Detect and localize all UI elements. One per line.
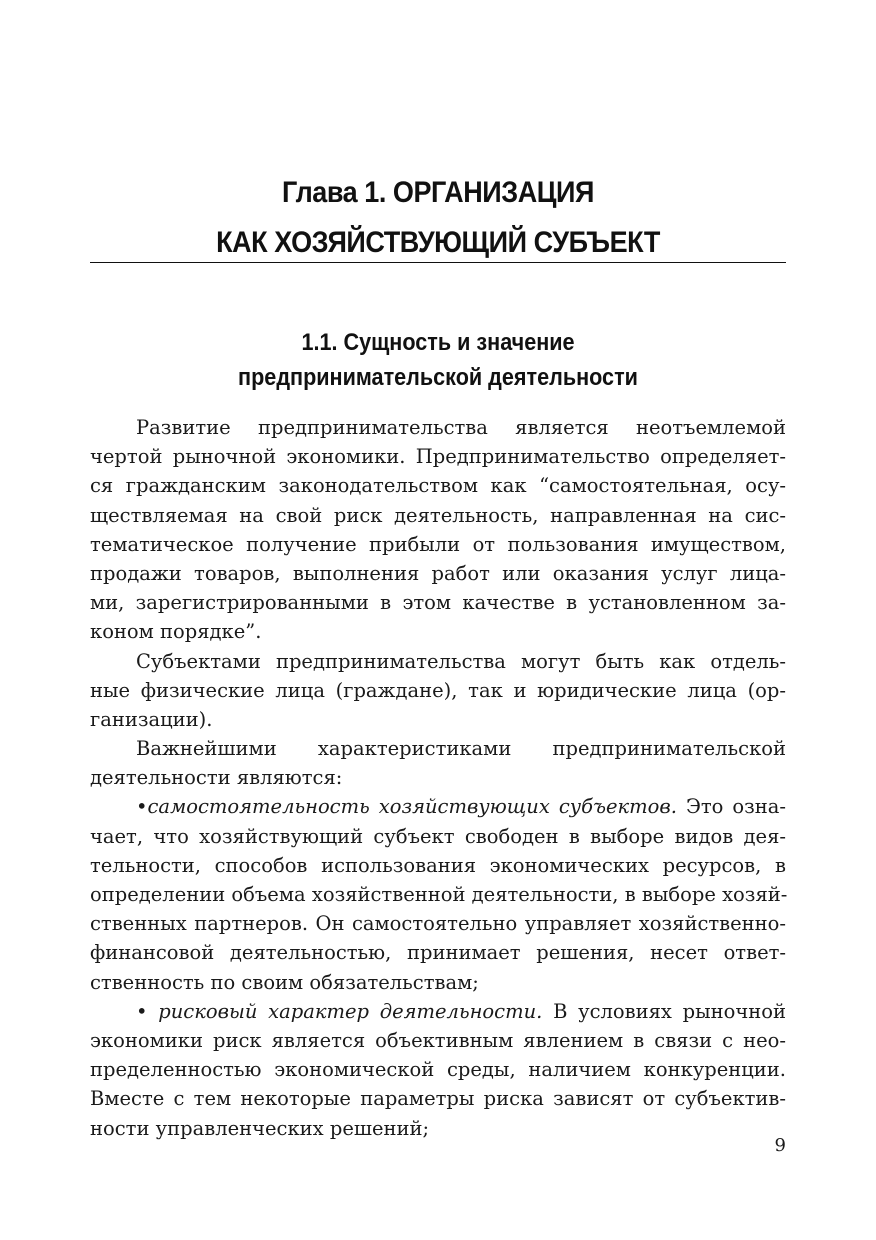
text-line: Субъектами предпринимательства могут быть как отдель- <box>136 649 786 673</box>
section-title-line-1: 1.1. Сущность и значение <box>301 329 575 356</box>
bullet-text: Это озна- <box>676 795 787 819</box>
text-line: Вместе с тем некоторые параметры риска зависят от субъектив- <box>90 1087 786 1111</box>
text-line: ные физические лица (граждане), так и юридические лица (ор- <box>90 678 786 702</box>
bullet-icon: • <box>136 999 148 1023</box>
page-number: 9 <box>774 1135 786 1156</box>
text-line: Важнейшими характеристиками предпринимательской <box>136 737 786 761</box>
chapter-title <box>125 168 751 268</box>
chapter-title-line-1: Глава 1. ОРГАНИЗАЦИЯ <box>282 176 594 209</box>
text-line: тельности, способов использования экономических ресурсов, в <box>90 853 786 877</box>
text-line: ственность по своим обязательствам; <box>90 970 479 994</box>
text-line: ности управленческих решений; <box>90 1116 430 1140</box>
bullet-icon: • <box>136 795 148 819</box>
bullet-text: В условиях рыночной <box>542 999 786 1023</box>
text-line: экономики риск является объективным явлением в связи с нео- <box>90 1028 786 1052</box>
bullet-item-risk <box>90 997 786 1026</box>
text-line: коном порядке”. <box>90 620 262 644</box>
text-line: ми, зарегистрированными в этом качестве в установленном за- <box>90 591 786 615</box>
text-line: продажи товаров, выполнения работ или оказания услуг лица- <box>90 561 786 585</box>
text-line: тематическое получение прибыли от пользования имуществом, <box>90 532 786 556</box>
text-line: финансовой деятельностью, принимает решения, несет ответ- <box>90 941 786 965</box>
bullet-term: самостоятельность хозяйствующих субъектов. <box>147 795 677 819</box>
bullet-term: рисковый характер деятельности. <box>158 999 543 1023</box>
text-line: ся гражданским законодательством как “самостоятельная, осу- <box>90 474 786 498</box>
text-line: ганизации). <box>90 707 213 731</box>
text-line: определении объема хозяйственной деятельности, в выборе хозяй- <box>90 883 788 906</box>
chapter-title-line-2: КАК ХОЗЯЙСТВУЮЩИЙ СУБЪЕКТ <box>216 226 660 259</box>
section-title-line-2: предпринимательской деятельности <box>238 364 638 391</box>
text-line: чает, что хозяйствующий субъект свободен в выборе видов дея- <box>90 824 786 848</box>
text-line: чертой рыночной экономики. Предпринимательство определяет- <box>90 445 786 469</box>
bullet-item-independence <box>90 792 786 821</box>
text-line: ществляемая на свой риск деятельность, направленная на сис- <box>90 503 786 527</box>
title-divider <box>90 262 786 263</box>
section-title <box>125 325 751 395</box>
text-line: Развитие предпринимательства является неотъемлемой <box>136 416 786 439</box>
body-text <box>90 413 786 1143</box>
text-line: ственных партнеров. Он самостоятельно управляет хозяйственно- <box>90 912 786 936</box>
text-line: пределенностью экономической среды, наличием конкуренции. <box>90 1058 786 1082</box>
text-line: деятельности являются: <box>90 766 343 790</box>
